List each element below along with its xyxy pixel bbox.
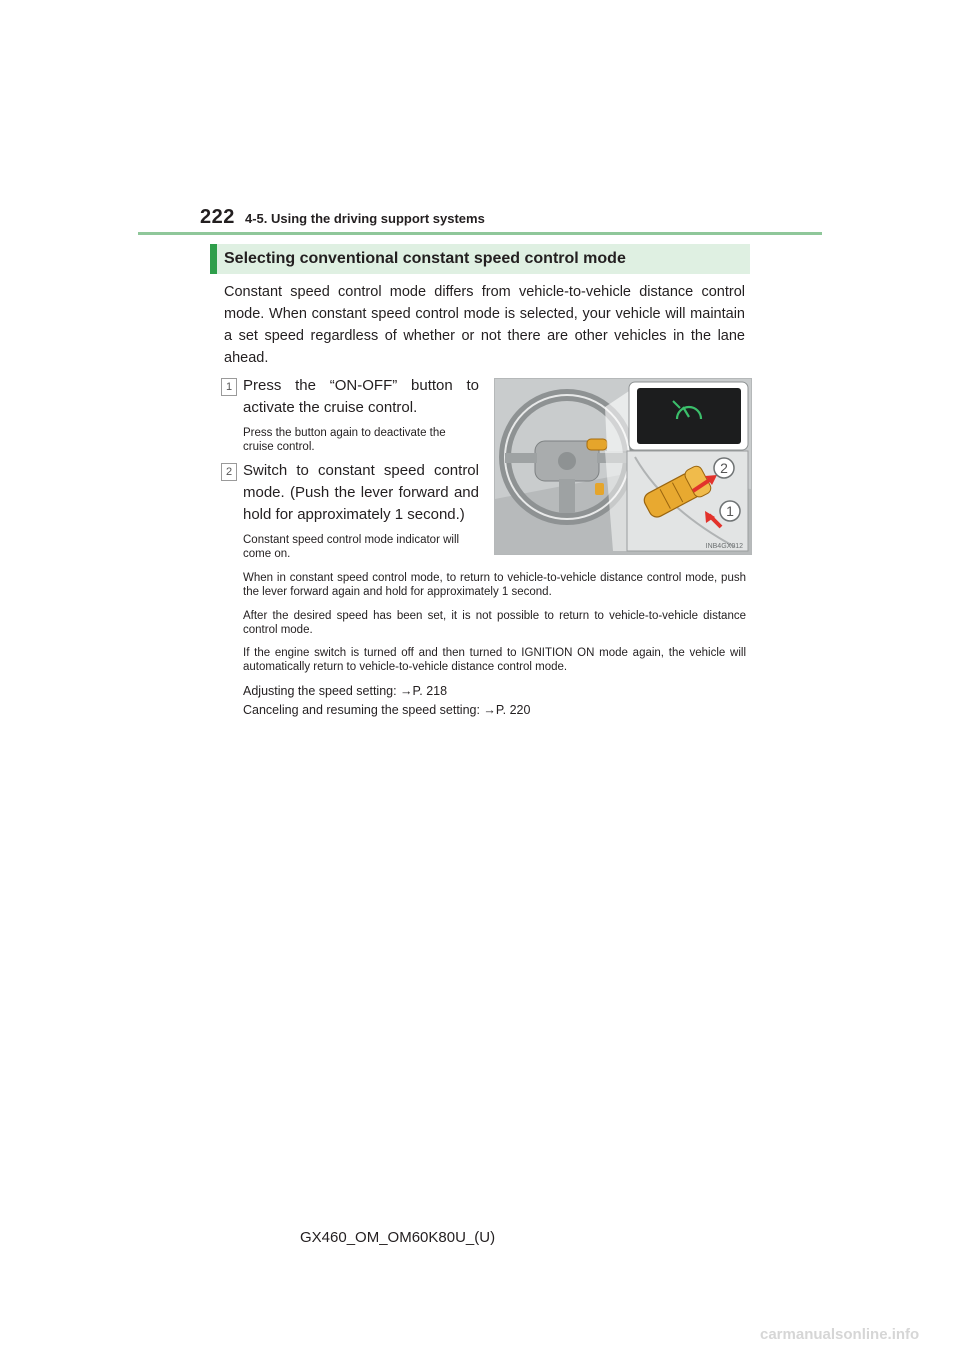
watermark: carmanualsonline.info	[760, 1326, 920, 1343]
step-number-1: 1	[221, 378, 237, 396]
banner-title: Selecting conventional constant speed control mode	[224, 250, 626, 267]
banner-accent-bar	[210, 244, 217, 274]
step-1-text: Press the “ON-OFF” button to activate the cruise control.	[243, 377, 479, 416]
intro-paragraph: Constant speed control mode differs from vehicle-to-vehicle distance control mode. When constant speed control mode is selected, your vehicle will maintain a set speed regardless of whether or not there are other vehicles in the lane ahead.	[224, 284, 745, 366]
note-engine-switch: If the engine switch is turned off and then turned to IGNITION ON mode again, the vehicle will automatically return to vehicle-to-vehicle distance control mode.	[243, 647, 746, 673]
step-1-note: Press the button again to deactivate the cruise control.	[243, 427, 446, 453]
step-2-text: Switch to constant speed control mode. (Push the lever forward and hold for approximately 1 second.)	[243, 462, 479, 523]
section-title: 4-5. Using the driving support systems	[245, 211, 485, 226]
link-adjusting-speed[interactable]: Adjusting the speed setting: →P. 218	[243, 684, 448, 698]
callout-1-label: 1	[726, 503, 734, 519]
link-canceling-resuming[interactable]: Canceling and resuming the speed setting: →P. 220	[243, 703, 531, 717]
callout-2-label: 2	[720, 460, 728, 476]
note-desired-speed: After the desired speed has been set, it is not possible to return to vehicle-to-vehicle distance control mode.	[243, 610, 746, 636]
steering-wheel-illustration	[494, 378, 752, 555]
page-number: 222	[200, 206, 235, 228]
step-2-note: Constant speed control mode indicator will come on.	[243, 534, 460, 560]
footer-document-code: GX460_OM_OM60K80U_(U)	[300, 1229, 496, 1246]
step-number-2: 2	[221, 463, 237, 481]
figure-code: INB4GX012	[705, 543, 743, 550]
cockpit-drawing	[495, 379, 751, 554]
section-banner	[210, 244, 750, 274]
note-return-mode: When in constant speed control mode, to return to vehicle-to-vehicle distance control mode, push the lever forward again and hold for approximately 1 second.	[243, 572, 746, 598]
header-rule	[138, 232, 822, 235]
